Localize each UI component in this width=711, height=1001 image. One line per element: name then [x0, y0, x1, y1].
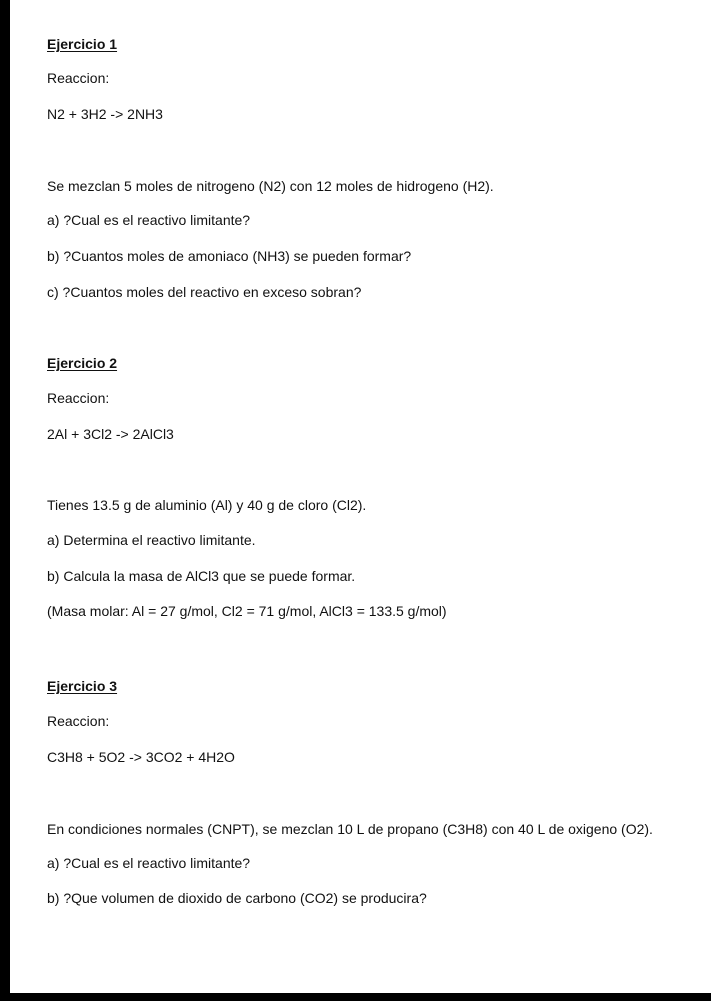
- exercise-1-statement: Se mezclan 5 moles de nitrogeno (N2) con 12 moles de hidrogeno (H2).: [47, 178, 494, 194]
- exercise-1-reaction-label: Reaccion:: [47, 70, 110, 86]
- left-scan-border: [0, 0, 10, 1001]
- exercise-3-title: Ejercicio 3: [47, 678, 118, 694]
- exercise-3-reaction-label: Reaccion:: [47, 713, 110, 729]
- exercise-3-equation: C3H8 + 5O2 -> 3CO2 + 4H2O: [47, 749, 235, 765]
- exercise-2-molar-mass-note: (Masa molar: Al = 27 g/mol, Cl2 = 71 g/mol, AlCl3 = 133.5 g/mol): [47, 603, 447, 619]
- exercise-3-question-b: b) ?Que volumen de dioxido de carbono (CO2) se producira?: [47, 890, 427, 906]
- exercise-2-title: Ejercicio 2: [47, 355, 118, 371]
- exercise-2-question-b: b) Calcula la masa de AlCl3 que se puede formar.: [47, 568, 356, 584]
- exercise-1-question-c: c) ?Cuantos moles del reactivo en exceso sobran?: [47, 284, 362, 300]
- exercise-2-statement: Tienes 13.5 g de aluminio (Al) y 40 g de cloro (Cl2).: [47, 497, 367, 513]
- exercise-1-title: Ejercicio 1: [47, 36, 118, 52]
- exercise-2-reaction-label: Reaccion:: [47, 390, 110, 406]
- exercise-1-question-a: a) ?Cual es el reactivo limitante?: [47, 212, 251, 228]
- exercise-3-statement: En condiciones normales (CNPT), se mezclan 10 L de propano (C3H8) con 40 L de oxigeno (O2).: [47, 821, 653, 837]
- exercise-1-question-b: b) ?Cuantos moles de amoniaco (NH3) se pueden formar?: [47, 248, 412, 264]
- exercise-3-question-a: a) ?Cual es el reactivo limitante?: [47, 855, 251, 871]
- bottom-scan-border: [0, 993, 711, 1001]
- exercise-2-question-a: a) Determina el reactivo limitante.: [47, 532, 256, 548]
- exercise-1-equation: N2 + 3H2 -> 2NH3: [47, 106, 163, 122]
- exercise-2-equation: 2Al + 3Cl2 -> 2AlCl3: [47, 426, 174, 442]
